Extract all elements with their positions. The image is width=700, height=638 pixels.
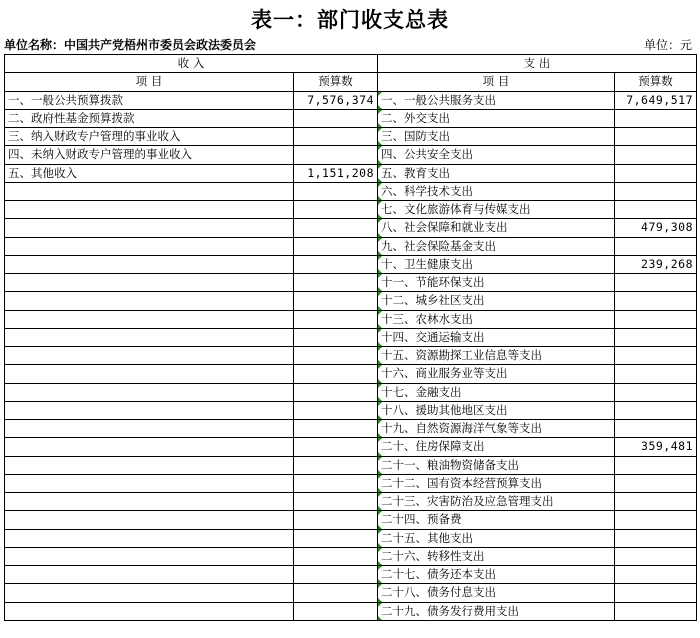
income-item-cell: 二、政府性基金预算拨款 [5, 109, 294, 127]
table-row [5, 347, 697, 365]
expense-value-cell [615, 201, 697, 219]
income-item-cell [5, 529, 294, 547]
income-value-cell [294, 456, 378, 474]
expense-budget-header: 预算数 [615, 73, 697, 91]
income-item-header: 项 目 [5, 73, 294, 91]
expense-item-cell: 二十八、债务付息支出 [378, 584, 615, 602]
expense-item-cell: 十六、商业服务业等支出 [378, 365, 615, 383]
income-item-cell [5, 237, 294, 255]
expense-item-cell: 十一、节能环保支出 [378, 274, 615, 292]
unit-name: 单位名称：中国共产党梧州市委员会政法委员会 [4, 38, 257, 52]
table-row [5, 365, 697, 383]
income-item-cell [5, 274, 294, 292]
expense-item-cell: 十八、援助其他地区支出 [378, 401, 615, 419]
income-value-cell [294, 347, 378, 365]
expense-item-cell: 十二、城乡社区支出 [378, 292, 615, 310]
table-row [5, 255, 697, 273]
income-value-cell [294, 566, 378, 584]
income-item-cell [5, 347, 294, 365]
income-item-cell [5, 493, 294, 511]
expense-item-cell: 十五、资源勘探工业信息等支出 [378, 347, 615, 365]
income-value-cell [294, 529, 378, 547]
table-row [5, 474, 697, 492]
expense-item-cell: 四、公共安全支出 [378, 146, 615, 164]
expense-item-cell: 十、卫生健康支出 [378, 255, 615, 273]
table-row [5, 383, 697, 401]
expense-value-cell [615, 365, 697, 383]
expense-value-cell [615, 109, 697, 127]
expense-item-cell: 二十九、债务发行费用支出 [378, 602, 615, 620]
income-value-cell [294, 438, 378, 456]
expense-item-cell: 五、教育支出 [378, 164, 615, 182]
income-value-cell [294, 602, 378, 620]
expense-value-cell [615, 493, 697, 511]
expense-value-cell [615, 383, 697, 401]
header-row-1 [5, 55, 697, 73]
income-item-cell [5, 292, 294, 310]
expense-item-cell: 十四、交通运输支出 [378, 328, 615, 346]
expense-value-cell [615, 602, 697, 620]
income-value-cell [294, 237, 378, 255]
expense-item-cell: 二、外交支出 [378, 109, 615, 127]
table-row [5, 164, 697, 182]
income-item-cell [5, 365, 294, 383]
table-row [5, 328, 697, 346]
income-value-cell [294, 310, 378, 328]
expense-item-cell: 二十七、债务还本支出 [378, 566, 615, 584]
income-item-cell [5, 420, 294, 438]
table-row [5, 292, 697, 310]
expense-item-cell: 十三、农林水支出 [378, 310, 615, 328]
income-item-cell: 四、未纳入财政专户管理的事业收入 [5, 146, 294, 164]
income-item-cell: 五、其他收入 [5, 164, 294, 182]
table-row [5, 91, 697, 109]
table-row [5, 182, 697, 200]
income-value-cell [294, 383, 378, 401]
income-value-cell [294, 365, 378, 383]
income-item-cell [5, 310, 294, 328]
expense-item-cell: 二十二、国有资本经营预算支出 [378, 474, 615, 492]
income-item-cell: 一、一般公共预算拨款 [5, 91, 294, 109]
table-row [5, 109, 697, 127]
expense-value-cell [615, 511, 697, 529]
income-item-cell [5, 383, 294, 401]
table-row [5, 237, 697, 255]
table-row [5, 584, 697, 602]
expense-value-cell [615, 347, 697, 365]
expense-item-cell: 二十六、转移性支出 [378, 547, 615, 565]
expense-value-cell [615, 401, 697, 419]
expense-value-cell [615, 182, 697, 200]
expense-value-cell [615, 128, 697, 146]
expense-value-cell: 7,649,517 [615, 91, 697, 109]
income-value-cell [294, 182, 378, 200]
income-value-cell: 1,151,208 [294, 164, 378, 182]
expense-value-cell [615, 310, 697, 328]
expense-item-cell: 八、社会保障和就业支出 [378, 219, 615, 237]
expense-item-cell: 十九、自然资源海洋气象等支出 [378, 420, 615, 438]
expense-item-cell: 二十四、预备费 [378, 511, 615, 529]
income-value-cell [294, 201, 378, 219]
table-row [5, 602, 697, 620]
income-item-cell [5, 602, 294, 620]
expense-value-cell [615, 474, 697, 492]
income-value-cell [294, 292, 378, 310]
income-item-cell [5, 566, 294, 584]
table-row [5, 274, 697, 292]
expense-item-cell: 一、一般公共服务支出 [378, 91, 615, 109]
income-item-cell [5, 182, 294, 200]
income-item-cell [5, 511, 294, 529]
income-header: 收 入 [5, 55, 378, 73]
income-item-cell [5, 584, 294, 602]
expense-item-cell: 二十三、灾害防治及应急管理支出 [378, 493, 615, 511]
income-value-cell [294, 547, 378, 565]
table-row [5, 201, 697, 219]
expense-item-cell: 九、社会保险基金支出 [378, 237, 615, 255]
expense-value-cell [615, 328, 697, 346]
income-value-cell [294, 255, 378, 273]
table-row [5, 511, 697, 529]
header-row-2 [5, 73, 697, 91]
income-value-cell [294, 493, 378, 511]
income-item-cell [5, 456, 294, 474]
income-item-cell [5, 401, 294, 419]
expense-item-cell: 二十一、粮油物资储备支出 [378, 456, 615, 474]
income-item-cell [5, 438, 294, 456]
income-value-cell [294, 219, 378, 237]
budget-table [4, 54, 697, 621]
income-item-cell: 三、纳入财政专户管理的事业收入 [5, 128, 294, 146]
table-row [5, 547, 697, 565]
expense-value-cell: 239,268 [615, 255, 697, 273]
expense-value-cell [615, 292, 697, 310]
income-value-cell [294, 420, 378, 438]
table-row [5, 529, 697, 547]
income-value-cell [294, 474, 378, 492]
expense-item-cell: 二十五、其他支出 [378, 529, 615, 547]
income-item-cell [5, 201, 294, 219]
income-value-cell [294, 109, 378, 127]
income-value-cell [294, 584, 378, 602]
income-value-cell [294, 274, 378, 292]
income-value-cell [294, 146, 378, 164]
table-row [5, 219, 697, 237]
table-row [5, 128, 697, 146]
income-value-cell [294, 511, 378, 529]
expense-value-cell: 479,308 [615, 219, 697, 237]
income-value-cell: 7,576,374 [294, 91, 378, 109]
expense-value-cell [615, 456, 697, 474]
table-row [5, 493, 697, 511]
expense-value-cell [615, 566, 697, 584]
income-item-cell [5, 328, 294, 346]
expense-item-cell: 三、国防支出 [378, 128, 615, 146]
expense-value-cell [615, 237, 697, 255]
expense-item-cell: 七、文化旅游体育与传媒支出 [378, 201, 615, 219]
expense-value-cell [615, 420, 697, 438]
expense-value-cell [615, 274, 697, 292]
table-row [5, 401, 697, 419]
unit-label: 单位：元 [643, 38, 692, 52]
income-value-cell [294, 128, 378, 146]
income-budget-header: 预算数 [294, 73, 378, 91]
income-item-cell [5, 474, 294, 492]
income-item-cell [5, 547, 294, 565]
income-value-cell [294, 401, 378, 419]
expense-item-cell: 二十、住房保障支出 [378, 438, 615, 456]
table-row [5, 420, 697, 438]
income-value-cell [294, 328, 378, 346]
expense-item-cell: 十七、金融支出 [378, 383, 615, 401]
page-title: 表一：部门收支总表 [251, 7, 449, 32]
table-row [5, 566, 697, 584]
income-item-cell [5, 219, 294, 237]
expense-value-cell [615, 146, 697, 164]
expense-header: 支 出 [378, 55, 697, 73]
table-row [5, 310, 697, 328]
expense-value-cell: 359,481 [615, 438, 697, 456]
expense-value-cell [615, 584, 697, 602]
income-item-cell [5, 255, 294, 273]
table-row [5, 456, 697, 474]
expense-value-cell [615, 529, 697, 547]
table-row [5, 438, 697, 456]
table-row [5, 146, 697, 164]
expense-value-cell [615, 164, 697, 182]
expense-value-cell [615, 547, 697, 565]
expense-item-header: 项 目 [378, 73, 615, 91]
expense-item-cell: 六、科学技术支出 [378, 182, 615, 200]
